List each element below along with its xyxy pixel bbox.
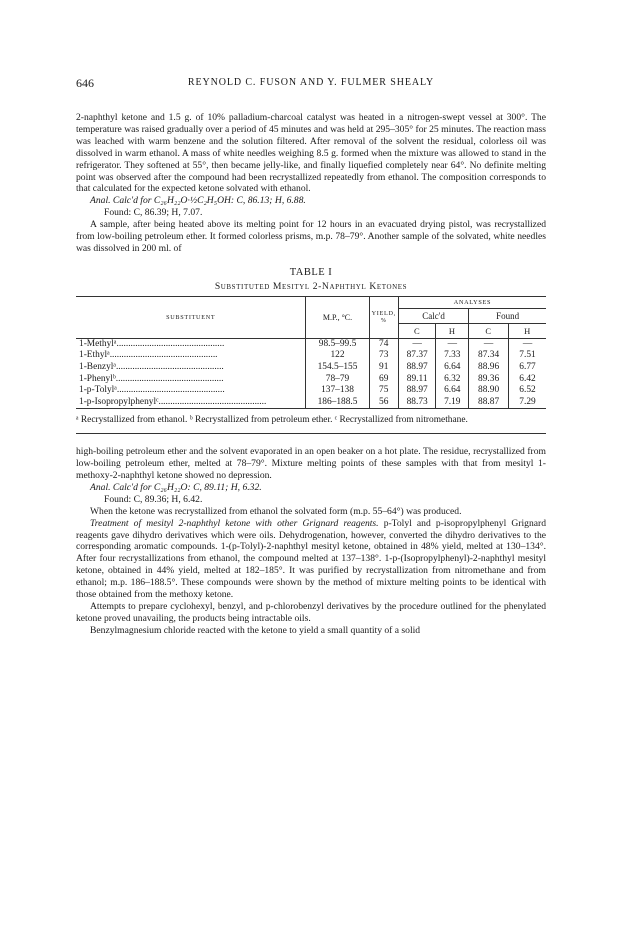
- table-row: [76, 350, 546, 362]
- substituent-name: 1-Phenylᵇ: [79, 373, 116, 384]
- paragraph-4: When the ketone was recrystallized from ethanol the solvated form (m.p. 55–64°) was produced.: [90, 505, 462, 517]
- running-head: REYNOLD C. FUSON AND Y. FULMER SHEALY: [187, 77, 435, 88]
- row-found-c: 87.34: [469, 350, 509, 362]
- row-found-h: 7.29: [519, 396, 536, 407]
- row-yield: 69: [369, 374, 398, 386]
- row-found-c: 88.90: [469, 385, 509, 397]
- row-yield: 73: [369, 350, 398, 362]
- row-substituent: 1-Ethylᵃ..............................................: [76, 350, 306, 362]
- col-mp: M.P., °C.: [306, 296, 369, 338]
- row-substituent: 1-Phenylᵇ..............................................: [76, 374, 306, 386]
- col-found: Found: [469, 308, 546, 323]
- row-substituent: 1-p-Isopropylphenylᶜ..............................................: [76, 397, 306, 409]
- substituent-name: 1-p-Isopropylphenylᶜ: [79, 396, 159, 407]
- paragraph-1: 2-naphthyl ketone and 1.5 g. of 10% palladium-charcoal catalyst was heated in a nitrogen-swept vessel at 300°. The temperature was raised gradually over a period of 45 minutes and was held at 295–305° for 25 minutes. The reaction mass was leached with warm benzene and the solution filtered. After removal of the solvent the residual, colorless oil was dissolved in warm ethanol. A mass of white needles weighing 8.5 g. formed when the mixture was allowed to stand in the refrigerator. They softened at 55°, then became jelly-like, and finally liquefied completely near 64°. No definite melting point was observed after the compound had been recrystallized repeatedly from ethanol. The composition corresponds to that calculated for the expected ketone solvated with ethanol.: [76, 112, 546, 195]
- row-found-c: 89.36: [469, 374, 509, 386]
- table-row: [76, 374, 546, 386]
- analysis-found-1: Found: C, 86.39; H, 7.07.: [104, 207, 203, 219]
- row-calc-c: —: [398, 338, 436, 350]
- row-yield: 75: [369, 385, 398, 397]
- table-row: [76, 385, 546, 397]
- paragraph-6: Attempts to prepare cyclohexyl, benzyl, and p-chlorobenzyl derivatives by the procedure outlined for the phenylated ketone proved unavailing, the products being intractable oils.: [76, 601, 546, 624]
- row-found-h: 6.52: [519, 385, 536, 396]
- row-yield: 56: [369, 397, 398, 409]
- row-mp: 122: [306, 350, 369, 362]
- page-header: [76, 76, 546, 92]
- row-calc-c: 87.37: [398, 350, 436, 362]
- page-number: 646: [76, 76, 94, 90]
- table-row: [76, 397, 546, 409]
- row-substituent: 1-Benzylᵃ..............................................: [76, 362, 306, 374]
- row-calc-h: 6.32: [436, 374, 469, 386]
- table-row: [76, 362, 546, 374]
- substituent-name: 1-Methylᵃ: [79, 338, 117, 349]
- analysis-calcd-2: [76, 482, 546, 494]
- row-found-h: —: [522, 338, 533, 349]
- row-calc-h: 6.64: [436, 362, 469, 374]
- paragraph-2: A sample, after being heated above its melting point for 12 hours in an evacuated drying pistol, was recrystallized from low-boiling petroleum ether. It formed colorless prisms, m.p. 78–79°. Another sample of the solvated, white needles was dissolved in 200 ml. of: [76, 219, 546, 254]
- paragraph-5: [76, 518, 546, 601]
- row-calc-c: 88.73: [398, 397, 436, 409]
- table-row: [76, 338, 546, 350]
- row-calc-c: 88.97: [398, 362, 436, 374]
- row-yield: 91: [369, 362, 398, 374]
- row-mp: 186–188.5: [306, 397, 369, 409]
- col-calc-c: C: [398, 323, 436, 338]
- row-found-c: 88.96: [469, 362, 509, 374]
- paragraph-7: Benzylmagnesium chloride reacted with the ketone to yield a small quantity of a solid: [90, 624, 421, 636]
- analysis-found-2: Found: C, 89.36; H, 6.42.: [104, 493, 203, 505]
- row-mp: 98.5–99.5: [306, 338, 369, 350]
- row-calc-h: 7.19: [436, 397, 469, 409]
- row-mp: 78–79: [306, 374, 369, 386]
- col-analyses: ANALYSES: [398, 296, 546, 308]
- col-calcd: Calc'd: [398, 308, 468, 323]
- paragraph-3: high-boiling petroleum ether and the solvent evaporated in an open beaker on a hot plate. The residue, recrystallized from low-boiling petroleum ether, melted at 78–79°. Mixture melting points of these samples with that from mesityl 1-methoxy-2-naphthyl ketone showed no depression.: [76, 446, 546, 482]
- col-found-c: C: [469, 323, 509, 338]
- table-caption: TABLE I: [289, 266, 333, 278]
- journal-page: [76, 76, 546, 637]
- col-found-h: H: [509, 323, 547, 338]
- section-heading: Treatment of mesityl 2-naphthyl ketone with other Grignard reagents.: [90, 517, 379, 529]
- row-substituent: 1-Methylᵃ..............................................: [76, 338, 306, 350]
- row-calc-c: 88.97: [398, 385, 436, 397]
- row-mp: 154.5–155: [306, 362, 369, 374]
- row-mp: 137–138: [306, 385, 369, 397]
- substituent-name: 1-p-Tolylᵃ: [79, 385, 117, 396]
- footnote-divider: [76, 433, 546, 434]
- substituent-name: 1-Ethylᵃ: [79, 350, 110, 361]
- analysis-line: Anal. Calc'd for C₂₆H₂₂O: C, 89.11; H, 6.32.: [90, 481, 262, 493]
- row-found-c: 88.87: [469, 397, 509, 409]
- row-substituent: 1-p-Tolylᵃ..............................................: [76, 385, 306, 397]
- paragraph-5-body: p-Tolyl and p-isopropylphenyl Grignard reagents gave dihydro derivatives which were oils. Dehydrogenation, however, converted the dihydro derivatives to the corresponding aromatic compounds. 1-(p-Tolyl)-2-naphthyl mesityl ketone, obtained in 48% yield, melted at 130–134°. After four recrystallizations from ethanol, the compound melted at 137–138°. 1-p-(Isopropylphenyl)-2-naphthyl mesityl ketone, obtained in 44% yield, melted at 182–185°. It was purified by recrystallization from nitromethane and from ethanol; m.p. 186–188.5°. These compounds were shown by the method of mixture melting points to be identical with those obtained from the methoxy ketone.: [76, 517, 547, 601]
- col-yield: YIELD, %: [369, 296, 398, 338]
- ketone-table: [76, 296, 546, 410]
- row-yield: 74: [369, 338, 398, 350]
- row-calc-h: 7.33: [436, 350, 469, 362]
- row-calc-h: 6.64: [436, 385, 469, 397]
- row-found-h: 6.42: [519, 373, 536, 384]
- row-found-c: —: [469, 338, 509, 350]
- col-substituent: SUBSTITUENT: [76, 296, 306, 338]
- row-found-h: 6.77: [519, 362, 536, 373]
- substituent-name: 1-Benzylᵃ: [79, 362, 116, 373]
- table-footnote: ᵃ Recrystallized from ethanol. ᵇ Recrystallized from petroleum ether. ᶜ Recrystallized from nitromethane.: [76, 415, 468, 426]
- row-found-h: 7.51: [519, 350, 536, 361]
- table-subtitle: Substituted Mesityl 2-Naphthyl Ketones: [214, 280, 408, 292]
- analysis-calcd-1: [76, 195, 546, 207]
- col-calc-h: H: [436, 323, 469, 338]
- row-calc-h: —: [436, 338, 469, 350]
- row-calc-c: 89.11: [398, 374, 436, 386]
- analysis-line: Anal. Calc'd for C₂₆H₂₂O·½C₂H₅OH: C, 86.13; H, 6.88.: [90, 195, 306, 207]
